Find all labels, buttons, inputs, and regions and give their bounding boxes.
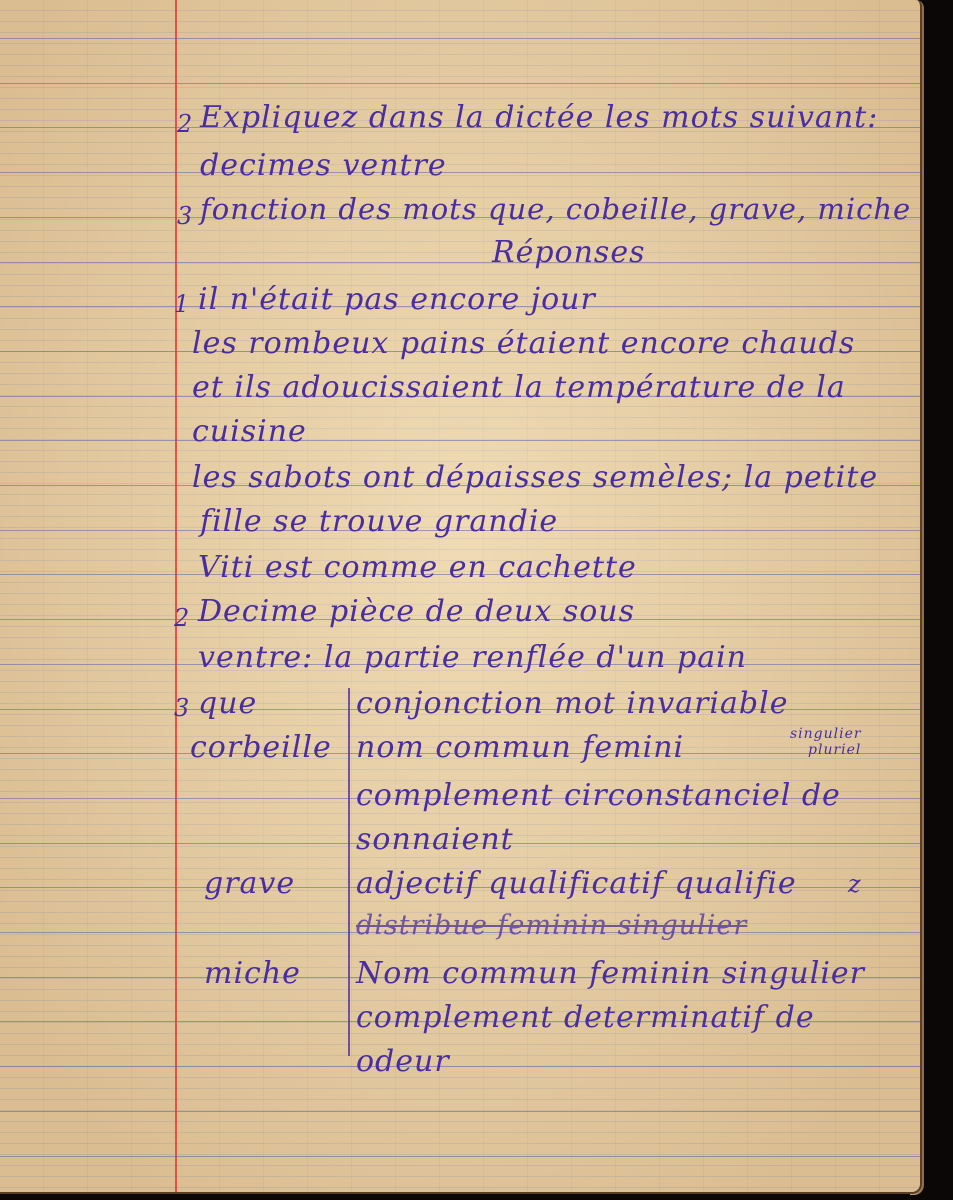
table-def-miche: odeur [356,1044,450,1079]
table-def-corbeille: complement circonstanciel de [356,778,841,813]
question-3-line: fonction des mots que, cobeille, grave, miche [200,192,912,226]
table-note-singulier: singulier [790,726,862,742]
ruled-line [0,83,920,84]
answer-1-line: Viti est comme en cachette [198,550,637,585]
table-def-grave-tail: z [848,870,862,898]
table-word-que: que [198,686,258,721]
table-def-grave: adjectif qualificatif qualifie [356,866,797,901]
answer-1-line: cuisine [192,414,307,449]
question-2-line-2: decimes ventre [200,148,447,183]
ruled-line [0,172,920,173]
question-2-line-1: Expliquez dans la dictée les mots suivant: [200,100,879,135]
table-def-miche: Nom commun feminin singulier [356,956,866,991]
question-3-number: 3 [177,202,194,230]
answer-1-number: 1 [174,290,191,318]
ruled-line [0,262,920,263]
margin-line [175,0,177,1192]
table-note-pluriel: pluriel [808,742,862,758]
question-2-number: 2 [177,110,194,138]
table-def-grave-struck: distribue feminin singulier [356,910,748,941]
answer-2-number: 2 [174,604,191,632]
answer-2-line: Decime pièce de deux sous [198,594,635,629]
ruled-line [0,1066,920,1067]
answer-1-line: les rombeux pains étaient encore chauds [192,326,856,361]
answer-1-line: et ils adoucissaient la température de la [192,370,846,405]
table-word-grave: grave [204,866,296,901]
answer-2-line: ventre: la partie renflée d'un pain [198,640,747,675]
ruled-line [0,1111,920,1112]
answer-1-line: les sabots ont dépaisses semèles; la petite [192,460,879,495]
table-def-corbeille: sonnaient [356,822,514,857]
ruled-line [0,38,920,39]
answers-heading: Réponses [492,235,646,270]
table-def-corbeille: nom commun femini [356,730,685,765]
answer-3-number: 3 [174,694,191,722]
table-def-miche: complement determinatif de [356,1000,815,1035]
table-word-corbeille: corbeille [190,730,332,765]
answer-1-line: il n'était pas encore jour [198,282,596,317]
table-def-que: conjonction mot invariable [356,686,789,721]
answer-1-line: fille se trouve grandie [200,504,559,539]
table-word-miche: miche [204,956,301,991]
table-divider [348,688,350,1056]
ruled-line [0,1156,920,1157]
ruled-line [0,440,920,441]
